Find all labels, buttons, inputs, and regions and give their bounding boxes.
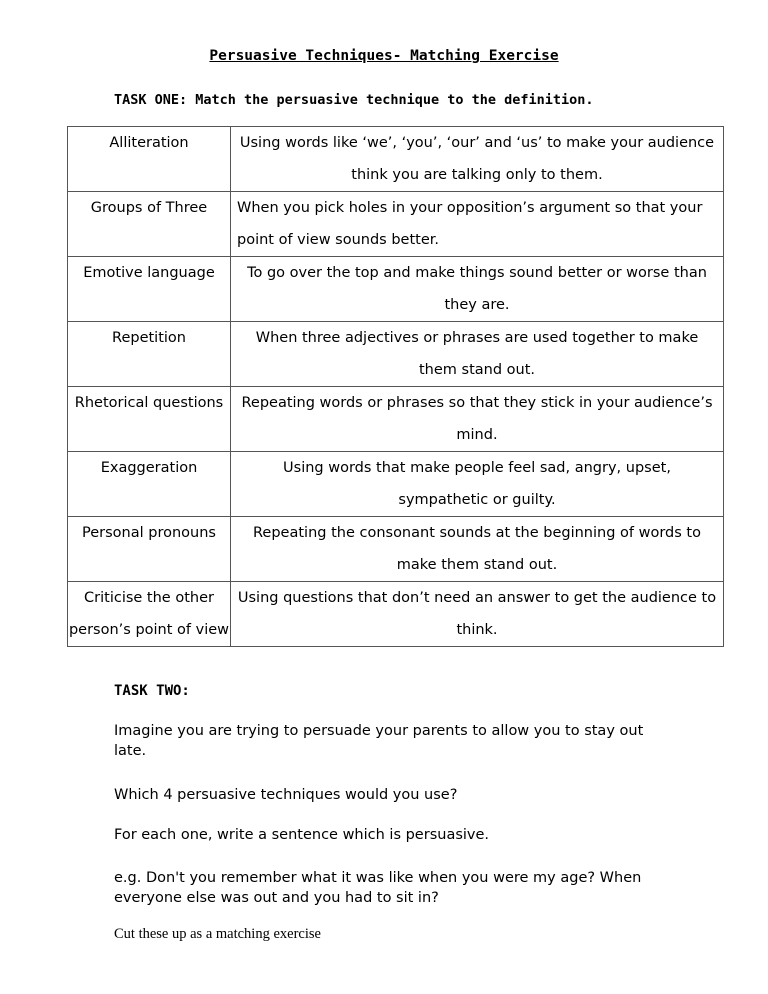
definition-cell: Repeating words or phrases so that they stick in your audience’s mind. (231, 387, 724, 452)
task-one-heading: TASK ONE: Match the persuasive technique to the definition. (114, 92, 594, 108)
task-two-heading: TASK TWO: (114, 683, 190, 699)
definition-cell: When three adjectives or phrases are used together to make them stand out. (231, 322, 724, 387)
technique-cell: Criticise the other person’s point of view (68, 582, 231, 647)
definition-cell: When you pick holes in your opposition’s argument so that your point of view sounds better. (231, 192, 724, 257)
table-row (68, 192, 724, 257)
page-title: Persuasive Techniques- Matching Exercise (209, 48, 559, 64)
definition-cell: Repeating the consonant sounds at the beginning of words to make them stand out. (231, 517, 724, 582)
table-row (68, 517, 724, 582)
task-two-direction: For each one, write a sentence which is persuasive. (114, 827, 490, 843)
definition-cell: To go over the top and make things sound better or worse than they are. (231, 257, 724, 322)
table-row (68, 387, 724, 452)
footer-note: Cut these up as a matching exercise (114, 926, 321, 942)
table-row (68, 322, 724, 387)
table-row (68, 452, 724, 517)
technique-cell: Alliteration (68, 127, 231, 192)
task-two-example: e.g. Don't you remember what it was like when you were my age? When everyone else was out and you had to sit in? (114, 870, 642, 906)
table-row (68, 127, 724, 192)
technique-cell: Rhetorical questions (68, 387, 231, 452)
technique-cell: Emotive language (68, 257, 231, 322)
matching-table (67, 126, 724, 647)
technique-cell: Exaggeration (68, 452, 231, 517)
definition-cell: Using questions that don’t need an answer to get the audience to think. (231, 582, 724, 647)
technique-cell: Groups of Three (68, 192, 231, 257)
task-two-instruction: Imagine you are trying to persuade your parents to allow you to stay out late. (114, 723, 644, 759)
technique-cell: Personal pronouns (68, 517, 231, 582)
definition-cell: Using words that make people feel sad, angry, upset, sympathetic or guilty. (231, 452, 724, 517)
table-row (68, 257, 724, 322)
table-row (68, 582, 724, 647)
definition-cell: Using words like ‘we’, ‘you’, ‘our’ and ‘us’ to make your audience think you are talking only to them. (231, 127, 724, 192)
technique-cell: Repetition (68, 322, 231, 387)
task-two-question: Which 4 persuasive techniques would you use? (114, 787, 458, 803)
